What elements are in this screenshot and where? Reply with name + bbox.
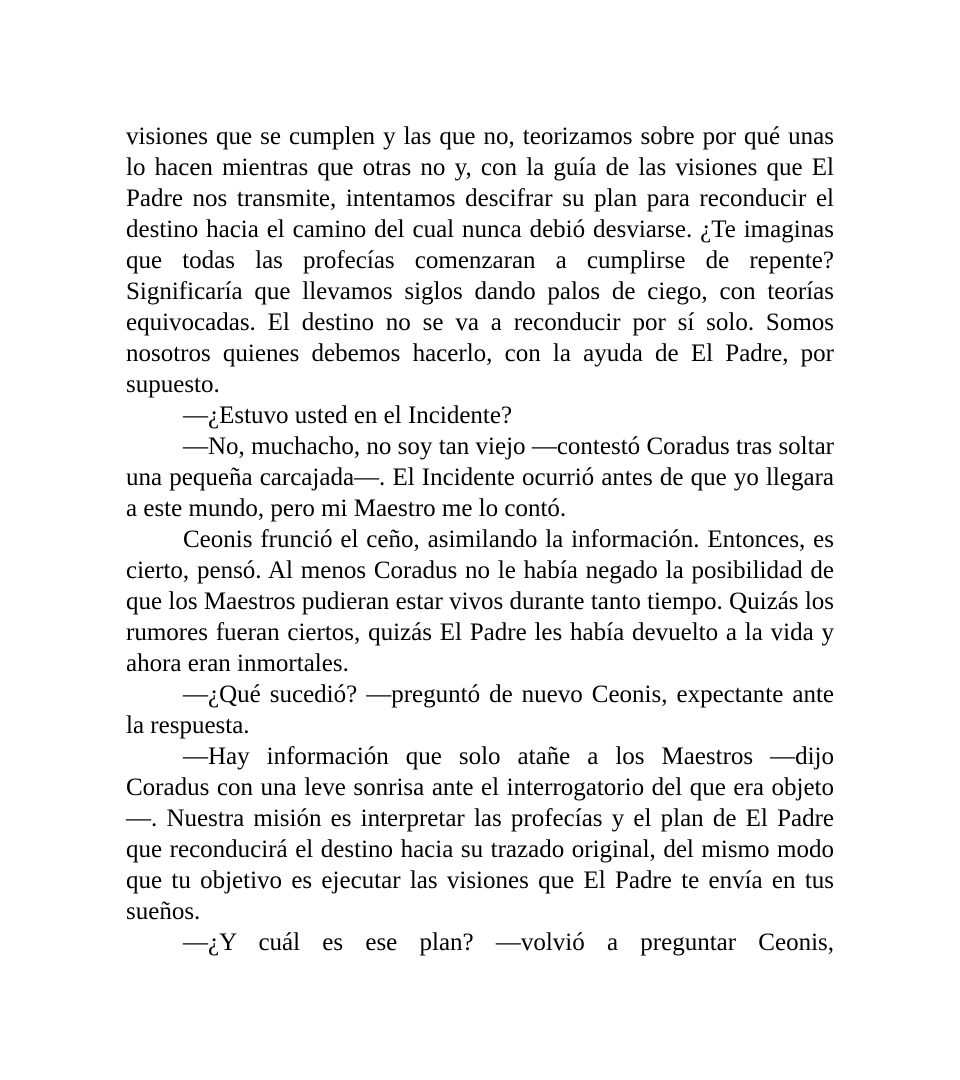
paragraph-dialogue: —¿Estuvo usted en el Incidente?	[183, 402, 513, 429]
paragraph-continuation-from-previous-page: visiones que se cumplen y las que no, teorizamos sobre por qué unas lo hacen mientras que otras no y, con la guía de las visiones que El Padre nos transmite, intentamos descifrar su plan para reconducir el destino hacia el camino del cual nunca debió desviarse. ¿Te imaginas que todas las profecías comenzaran a cumplirse de repente? Significaría que llevamos siglos dando palos de ciego, con teorías equivocadas. El destino no se va a reconducir por sí solo. Somos nosotros quienes debemos hacerlo, con la ayuda de El Padre, por supuesto.	[126, 123, 834, 398]
paragraph-dialogue: —Hay información que solo atañe a los Maestros —dijo Coradus con una leve sonrisa ante el interrogatorio del que era objeto—. Nuestra misión es interpretar las profecías y el plan de El Padre que reconducirá el destino hacia su trazado original, del mismo modo que tu objetivo es ejecutar las visiones que El Padre te envía en tus sueños.	[126, 743, 834, 925]
paragraph-dialogue: —No, muchacho, no soy tan viejo —contestó Coradus tras soltar una pequeña carcajada—. El Incidente ocurrió antes de que yo llegara a este mundo, pero mi Maestro me lo contó.	[126, 433, 834, 522]
paragraph-narration: Ceonis frunció el ceño, asimilando la información. Entonces, es cierto, pensó. Al menos Coradus no le había negado la posibilidad de que los Maestros pudieran estar vivos durante tanto tiempo. Quizás los rumores fueran ciertos, quizás El Padre les había devuelto a la vida y ahora eran inmortales.	[126, 526, 834, 677]
paragraph-dialogue: —¿Qué sucedió? —preguntó de nuevo Ceonis, expectante ante la respuesta.	[126, 681, 834, 739]
paragraph-dialogue-continues-next-page: —¿Y cuál es ese plan? —volvió a preguntar Ceonis,	[183, 929, 834, 956]
book-page	[126, 121, 834, 958]
